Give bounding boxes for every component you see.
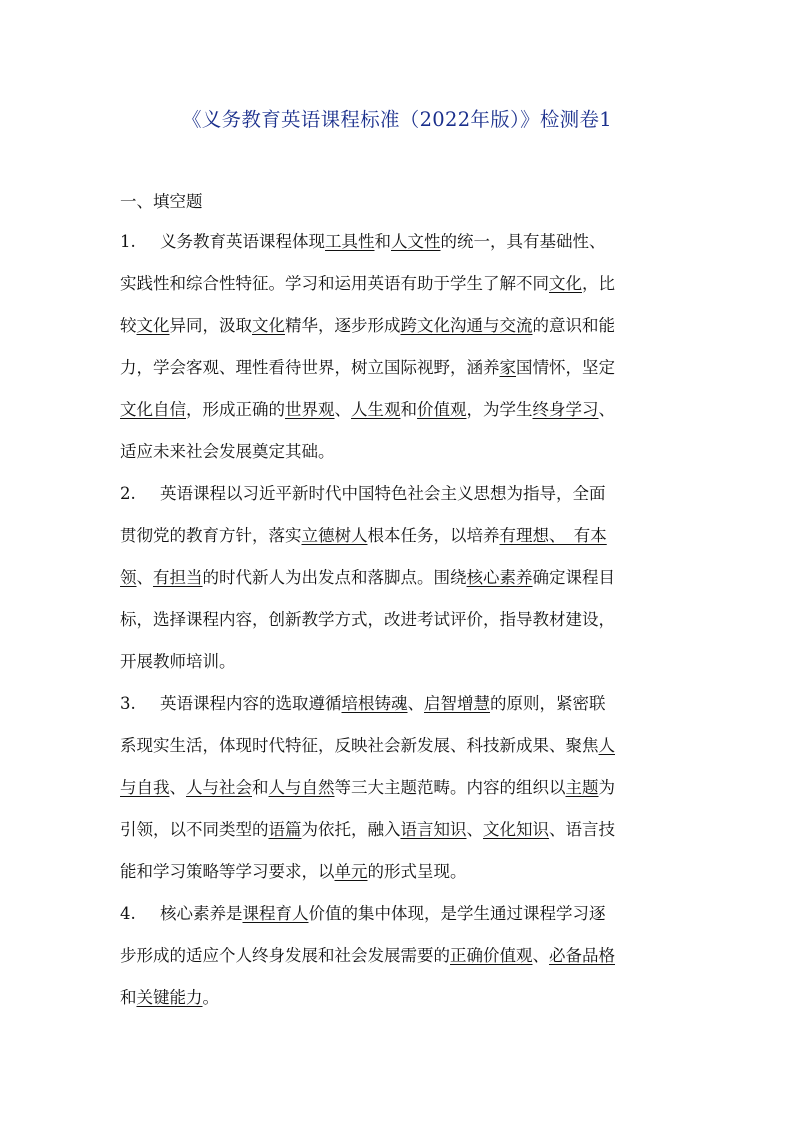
text-segment: 的原则，紧密联	[490, 694, 606, 713]
text-segment: 为依托，融入	[301, 820, 401, 839]
answer-blank: 终身学习	[532, 400, 599, 419]
answer-blank: 价值观	[417, 400, 467, 419]
answer-blank: 文化	[549, 274, 582, 293]
text-segment: 、	[598, 400, 615, 419]
text-line	[120, 228, 606, 252]
text-line	[120, 942, 615, 966]
answer-blank: 文化	[136, 316, 170, 335]
text-segment: 。	[202, 988, 219, 1007]
text-line	[120, 480, 606, 504]
text-segment: 的形式呈现。	[367, 862, 467, 881]
section-heading: 一、填空题	[120, 192, 203, 211]
text-segment: 和	[400, 400, 417, 419]
text-segment: 、	[407, 694, 424, 713]
text-line	[120, 522, 607, 546]
text-segment: 、语言技	[549, 820, 615, 839]
answer-blank: 人文性	[391, 232, 441, 251]
text-line	[120, 900, 606, 924]
answer-blank: 与自我	[120, 778, 170, 797]
text-segment: 和	[120, 988, 137, 1007]
answer-blank: 关键能力	[136, 988, 203, 1007]
text-segment: 的统一，具有基础性、	[440, 232, 606, 251]
text-segment: 步形成的适应个人终身发展和社会发展需要的	[120, 946, 450, 965]
text-line	[120, 984, 219, 1008]
answer-blank: 文化知识	[483, 820, 549, 839]
answer-blank: 人与自然	[268, 778, 335, 797]
text-line	[120, 690, 606, 714]
answer-blank: 立德树人	[301, 526, 368, 545]
answer-blank: 人生观	[351, 400, 401, 419]
answer-blank: 单元	[334, 862, 368, 881]
text-segment: 、	[466, 820, 483, 839]
text-segment: ，比	[582, 274, 615, 293]
page-title: 《义务教育英语课程标准（2022年版）》检测卷1	[182, 108, 612, 131]
text-line	[120, 648, 236, 672]
answer-blank: 必备品格	[549, 946, 615, 965]
answer-blank: 有担当	[153, 568, 203, 587]
item-number: 3.	[120, 694, 136, 713]
text-segment: 的意识和能	[532, 316, 615, 335]
text-segment: 、	[136, 568, 153, 587]
item-number: 2.	[120, 484, 136, 503]
answer-blank: 领	[120, 568, 137, 587]
answer-blank: 正确价值观	[450, 946, 533, 965]
answer-blank: 启智增慧	[424, 694, 490, 713]
text-line	[120, 816, 615, 840]
text-segment: 开展教师培训。	[120, 652, 236, 671]
answer-blank: 跨文化沟通与交流	[400, 316, 533, 335]
text-segment: 力，学会客观、理性看待世界，树立国际视野，涵养	[120, 358, 500, 377]
answer-blank: 语篇	[268, 820, 302, 839]
answer-blank: 人	[598, 736, 615, 755]
text-segment: 、	[532, 946, 549, 965]
text-segment: 价值的集中体现，是学生通过课程学习逐	[308, 904, 606, 923]
answer-blank: 主题	[565, 778, 599, 797]
text-segment: 英语课程以习近平新时代中国特色社会主义思想为指导，全面	[160, 484, 606, 503]
text-segment: 引领，以不同类型的	[120, 820, 269, 839]
text-segment: 核心素养是	[160, 904, 243, 923]
text-line	[120, 438, 335, 462]
text-segment: 、	[334, 400, 351, 419]
text-segment: 和	[252, 778, 269, 797]
answer-blank: 核心素养	[466, 568, 533, 587]
item-number: 4.	[120, 904, 136, 923]
text-segment: 和	[374, 232, 391, 251]
text-line	[120, 606, 615, 630]
text-segment: 根本任务，以培养	[367, 526, 500, 545]
text-segment: 能和学习策略等学习要求，以	[120, 862, 335, 881]
text-segment: 较	[120, 316, 137, 335]
text-segment: 适应未来社会发展奠定其础。	[120, 442, 335, 461]
text-line	[120, 732, 615, 756]
text-segment: 国情怀，坚定	[516, 358, 615, 377]
answer-blank: 世界观	[285, 400, 335, 419]
answer-blank: 文化	[252, 316, 285, 335]
text-segment: 、	[169, 778, 186, 797]
text-line	[120, 270, 615, 294]
text-segment: 实践性和综合性特征。学习和运用英语有助于学生了解不同	[120, 274, 549, 293]
text-line	[120, 312, 615, 336]
text-segment: ，形成正确的	[186, 400, 285, 419]
answer-blank: 文化自信	[120, 400, 186, 419]
item-number: 1.	[120, 232, 136, 251]
text-segment: 为	[598, 778, 615, 797]
text-segment: 异同，汲取	[169, 316, 252, 335]
text-segment: 确定课程目	[532, 568, 615, 587]
text-segment: ，为学生	[466, 400, 533, 419]
text-line	[120, 396, 615, 420]
answer-blank: 培根铸魂	[341, 694, 408, 713]
text-segment: 英语课程内容的选取遵循	[160, 694, 342, 713]
text-segment: 贯彻党的教育方针，落实	[120, 526, 302, 545]
answer-blank: 人与社会	[186, 778, 252, 797]
answer-blank: 工具性	[325, 232, 375, 251]
text-segment: 标，选择课程内容，创新教学方式，改进考试评价，指导教材建设，	[120, 610, 615, 629]
text-line	[120, 354, 615, 378]
answer-blank: 语言知识	[400, 820, 467, 839]
text-segment: 的时代新人为出发点和落脚点。围绕	[202, 568, 467, 587]
text-line	[120, 564, 615, 588]
text-line	[120, 774, 615, 798]
text-segment: 精华，逐步形成	[285, 316, 401, 335]
text-segment: 义务教育英语课程体现	[160, 232, 325, 251]
text-line	[120, 858, 467, 882]
text-segment: 系现实生活，体现时代特征，反映社会新发展、科技新成果、聚焦	[120, 736, 599, 755]
answer-blank: 有理想、 有本	[499, 526, 607, 545]
answer-blank: 课程育人	[242, 904, 309, 923]
answer-blank: 家	[499, 358, 516, 377]
text-segment: 等三大主题范畴。内容的组织以	[334, 778, 566, 797]
